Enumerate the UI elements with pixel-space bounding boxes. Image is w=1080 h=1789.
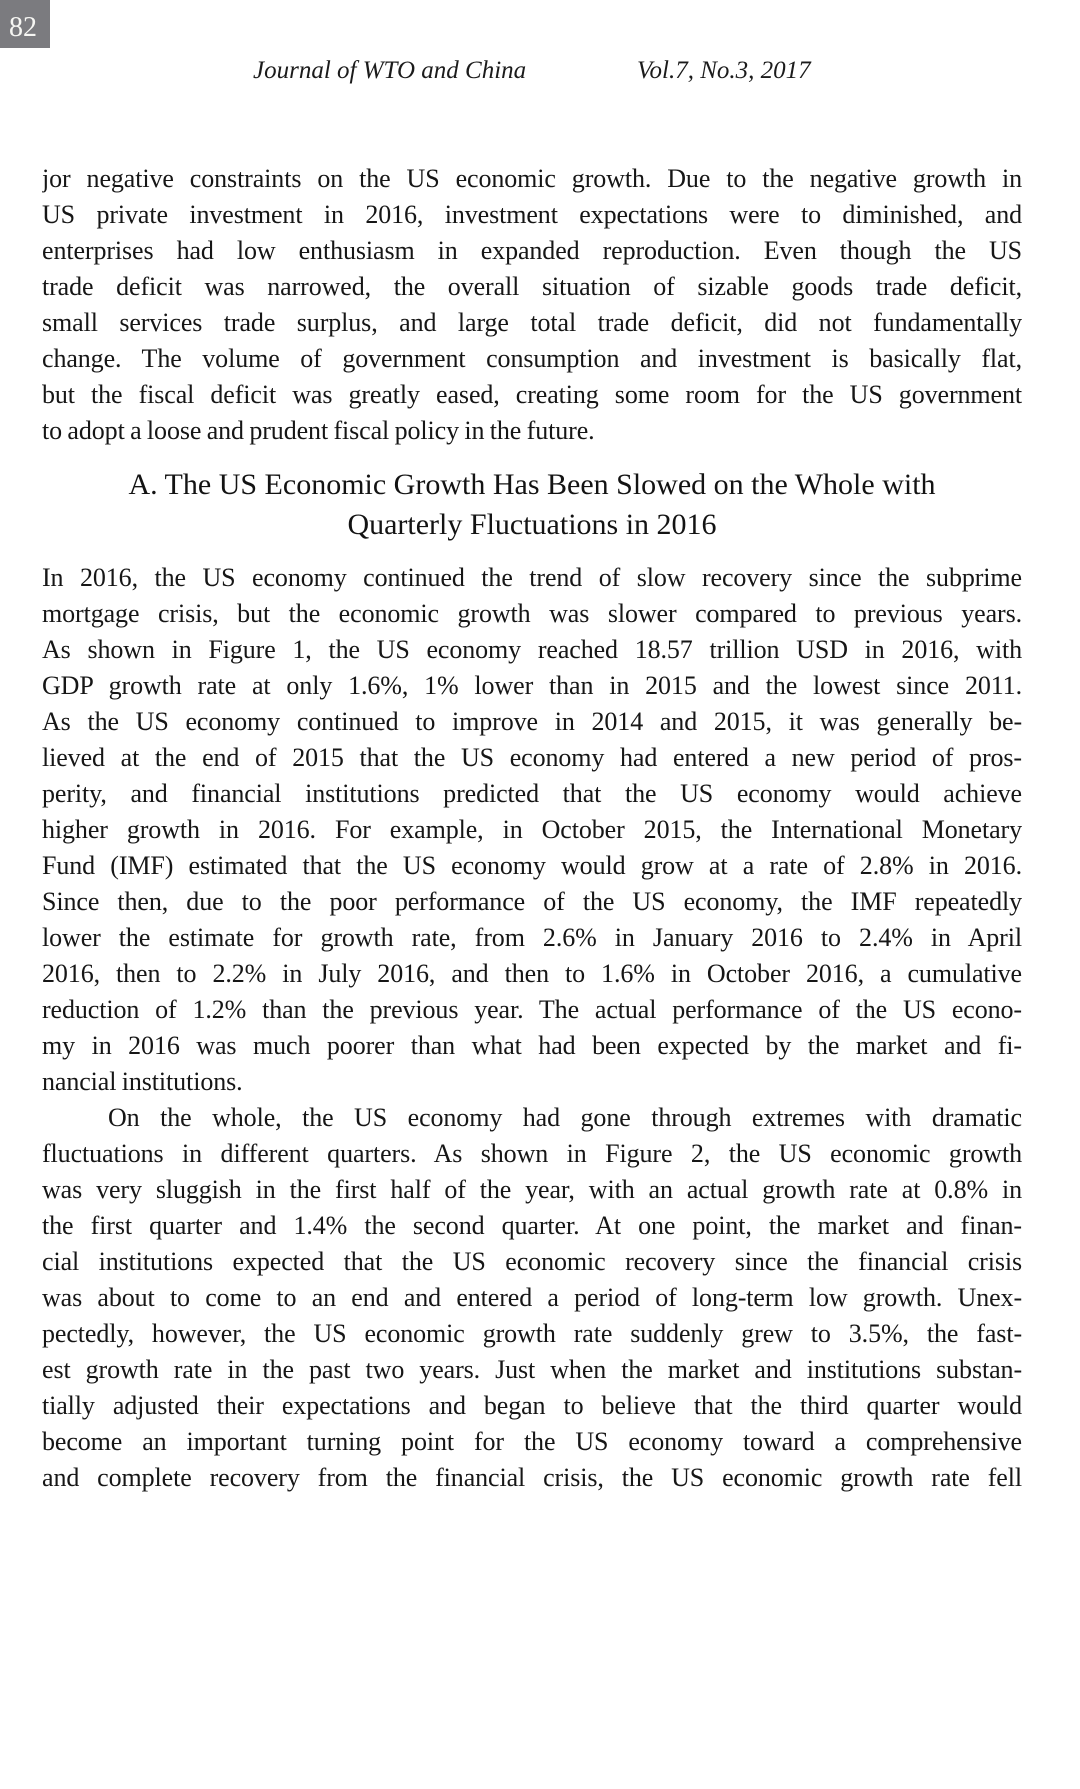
paragraph-line: but the fiscal deficit was greatly eased, creating some room for the US government [42, 380, 1022, 409]
paragraph-line: As the US economy continued to improve in 2014 and 2015, it was generally be- [42, 707, 1022, 736]
paragraph-line: lower the estimate for growth rate, from 2.6% in January 2016 to 2.4% in April [42, 923, 1022, 952]
heading-line: A. The US Economic Growth Has Been Slowed on the Whole with [128, 468, 936, 501]
paragraph-line: become an important turning point for the US economy toward a comprehensive [42, 1427, 1022, 1456]
paragraph-line: GDP growth rate at only 1.6%, 1% lower than in 2015 and the lowest since 2011. [42, 671, 1022, 700]
paragraph-line: lieved at the end of 2015 that the US economy had entered a new period of pros- [42, 743, 1022, 772]
paragraph-line: perity, and financial institutions predicted that the US economy would achieve [42, 779, 1022, 808]
paragraph-line: Since then, due to the poor performance of the US economy, the IMF repeatedly [42, 887, 1022, 916]
paragraph-line: to adopt a loose and prudent fiscal policy in the future. [42, 416, 595, 445]
paragraph-line: Fund (IMF) estimated that the US economy would grow at a rate of 2.8% in 2016. [42, 851, 1022, 880]
paragraph-line: US private investment in 2016, investment expectations were to diminished, and [42, 200, 1022, 229]
paragraph-line: and complete recovery from the financial crisis, the US economic growth rate fell [42, 1463, 1022, 1492]
paragraph-line: On the whole, the US economy had gone through extremes with dramatic [108, 1103, 1022, 1132]
volume-info: Vol.7, No.3, 2017 [637, 57, 811, 84]
paragraph-line: As shown in Figure 1, the US economy reached 18.57 trillion USD in 2016, with [42, 635, 1022, 664]
paragraph-line: mortgage crisis, but the economic growth was slower compared to previous years. [42, 599, 1022, 628]
paragraph-line: fluctuations in different quarters. As shown in Figure 2, the US economic growth [42, 1139, 1022, 1168]
paragraph-line: my in 2016 was much poorer than what had been expected by the market and fi- [42, 1031, 1022, 1060]
paragraph-1 [42, 161, 1022, 449]
paragraph-line: jor negative constraints on the US economic growth. Due to the negative growth in [42, 164, 1022, 193]
section-heading [42, 465, 1022, 545]
paragraph-line: trade deficit was narrowed, the overall situation of sizable goods trade deficit, [42, 272, 1022, 301]
paragraph-line: tially adjusted their expectations and began to believe that the third quarter would [42, 1391, 1022, 1420]
paragraph-line: small services trade surplus, and large total trade deficit, did not fundamentally [42, 308, 1022, 337]
paragraph-line: est growth rate in the past two years. Just when the market and institutions substan- [42, 1355, 1022, 1384]
paragraph-line: nancial institutions. [42, 1067, 243, 1096]
paragraph-line: 2016, then to 2.2% in July 2016, and then to 1.6% in October 2016, a cumulative [42, 959, 1022, 988]
paragraph-line: In 2016, the US economy continued the trend of slow recovery since the subprime [42, 563, 1022, 592]
paragraph-line: pectedly, however, the US economic growth rate suddenly grew to 3.5%, the fast- [42, 1319, 1022, 1348]
paragraph-line: higher growth in 2016. For example, in October 2015, the International Monetary [42, 815, 1022, 844]
page-number-box [0, 0, 50, 48]
heading-line: Quarterly Fluctuations in 2016 [347, 508, 717, 541]
paragraph-line: cial institutions expected that the US economic recovery since the financial crisis [42, 1247, 1022, 1276]
journal-title: Journal of WTO and China [253, 57, 527, 84]
paragraph-line: enterprises had low enthusiasm in expanded reproduction. Even though the US [42, 236, 1022, 265]
paragraph-line: change. The volume of government consumption and investment is basically flat, [42, 344, 1022, 373]
paragraph-3 [42, 1100, 1022, 1496]
paragraph-line: the first quarter and 1.4% the second quarter. At one point, the market and finan- [42, 1211, 1022, 1240]
page-number: 82 [9, 12, 37, 43]
paragraph-line: reduction of 1.2% than the previous year. The actual performance of the US econo- [42, 995, 1022, 1024]
content [42, 161, 1022, 1496]
paragraph-line: was about to come to an end and entered a period of long-term low growth. Unex- [42, 1283, 1022, 1312]
paragraph-2 [42, 560, 1022, 1100]
paragraph-line: was very sluggish in the first half of the year, with an actual growth rate at 0.8% in [42, 1175, 1022, 1204]
running-header [0, 57, 1080, 91]
